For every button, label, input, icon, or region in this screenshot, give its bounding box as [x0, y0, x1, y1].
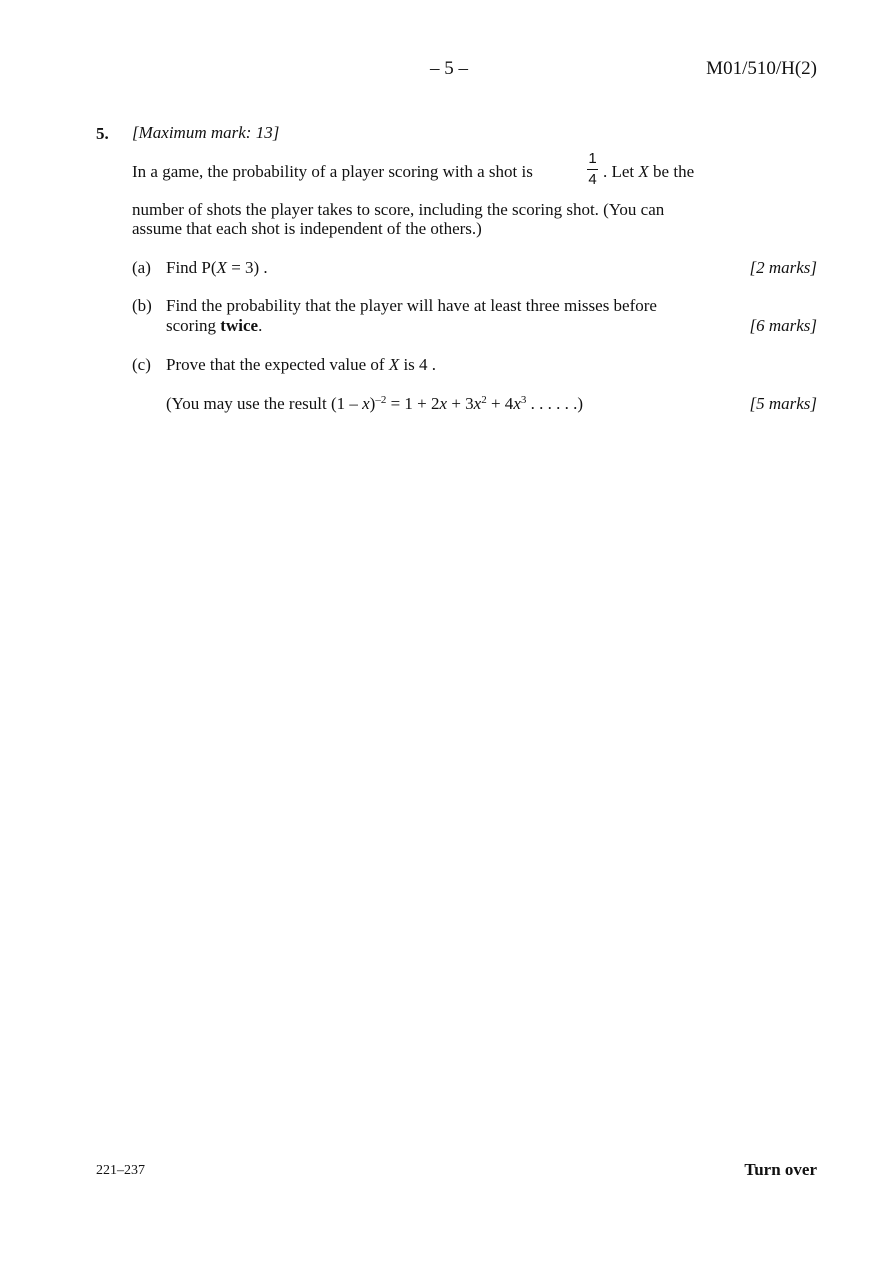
- part-a-text: [166, 258, 268, 278]
- hint-text: + 3: [451, 394, 474, 413]
- part-a-text-post: = 3) .: [231, 258, 268, 277]
- footer-code: 221–237: [96, 1163, 145, 1178]
- page-number: – 5 –: [430, 58, 468, 79]
- part-c-text: [166, 355, 436, 375]
- exponent: –2: [375, 394, 387, 406]
- maximum-mark: [Maximum mark: 13]: [132, 123, 280, 142]
- part-c-label: (c): [132, 355, 151, 374]
- paper-code: M01/510/H(2): [706, 58, 817, 79]
- part-c-text-post: is 4 .: [403, 355, 437, 374]
- fraction-denominator: 4: [588, 171, 597, 188]
- variable-x: x: [513, 394, 521, 413]
- question-stem-line3: assume that each shot is independent of the others.): [132, 219, 482, 238]
- hint-text: (You may use the result (1 –: [166, 394, 358, 413]
- hint-text: . . . . . .): [530, 394, 584, 413]
- exponent: 3: [520, 394, 527, 406]
- question-stem-line1: In a game, the probability of a player scoring with a shot is: [132, 162, 533, 181]
- part-b-text-line1: Find the probability that the player will have at least three misses before: [166, 296, 657, 315]
- variable-x: X: [216, 258, 227, 277]
- turn-over-label: Turn over: [744, 1160, 817, 1179]
- question-stem-line1-end: [603, 162, 694, 182]
- part-b-label: (b): [132, 296, 152, 315]
- exponent: 2: [481, 394, 487, 406]
- variable-x: x: [362, 394, 370, 413]
- part-c-text-pre: Prove that the expected value of: [166, 355, 385, 374]
- part-b-marks: [6 marks]: [749, 316, 817, 335]
- variable-x: x: [473, 394, 482, 413]
- fraction-bar: [587, 169, 598, 170]
- fraction-numerator: 1: [588, 150, 597, 167]
- stem-text: be the: [653, 162, 695, 181]
- variable-x: x: [439, 394, 448, 413]
- part-c-marks: [5 marks]: [749, 394, 817, 413]
- part-b-emphasis: twice: [220, 316, 259, 335]
- hint-text: = 1 + 2: [390, 394, 440, 413]
- question-stem-line2: number of shots the player takes to score, including the scoring shot. (You can: [132, 200, 665, 219]
- part-b-text-line2: [166, 316, 262, 336]
- probability-fraction: [587, 151, 598, 187]
- part-b-text-post: .: [258, 316, 263, 335]
- part-c-hint: [166, 394, 583, 414]
- part-a-marks: [2 marks]: [749, 258, 817, 277]
- part-b-text-pre: scoring: [166, 316, 217, 335]
- stem-text: . Let: [603, 162, 635, 181]
- question-number: 5.: [96, 124, 109, 143]
- part-a-text-pre: Find P(: [166, 258, 217, 277]
- hint-text: + 4: [490, 394, 514, 413]
- part-a-label: (a): [132, 258, 151, 277]
- variable-x: X: [638, 162, 649, 181]
- variable-x: X: [388, 355, 400, 374]
- hint-text: ): [369, 394, 376, 413]
